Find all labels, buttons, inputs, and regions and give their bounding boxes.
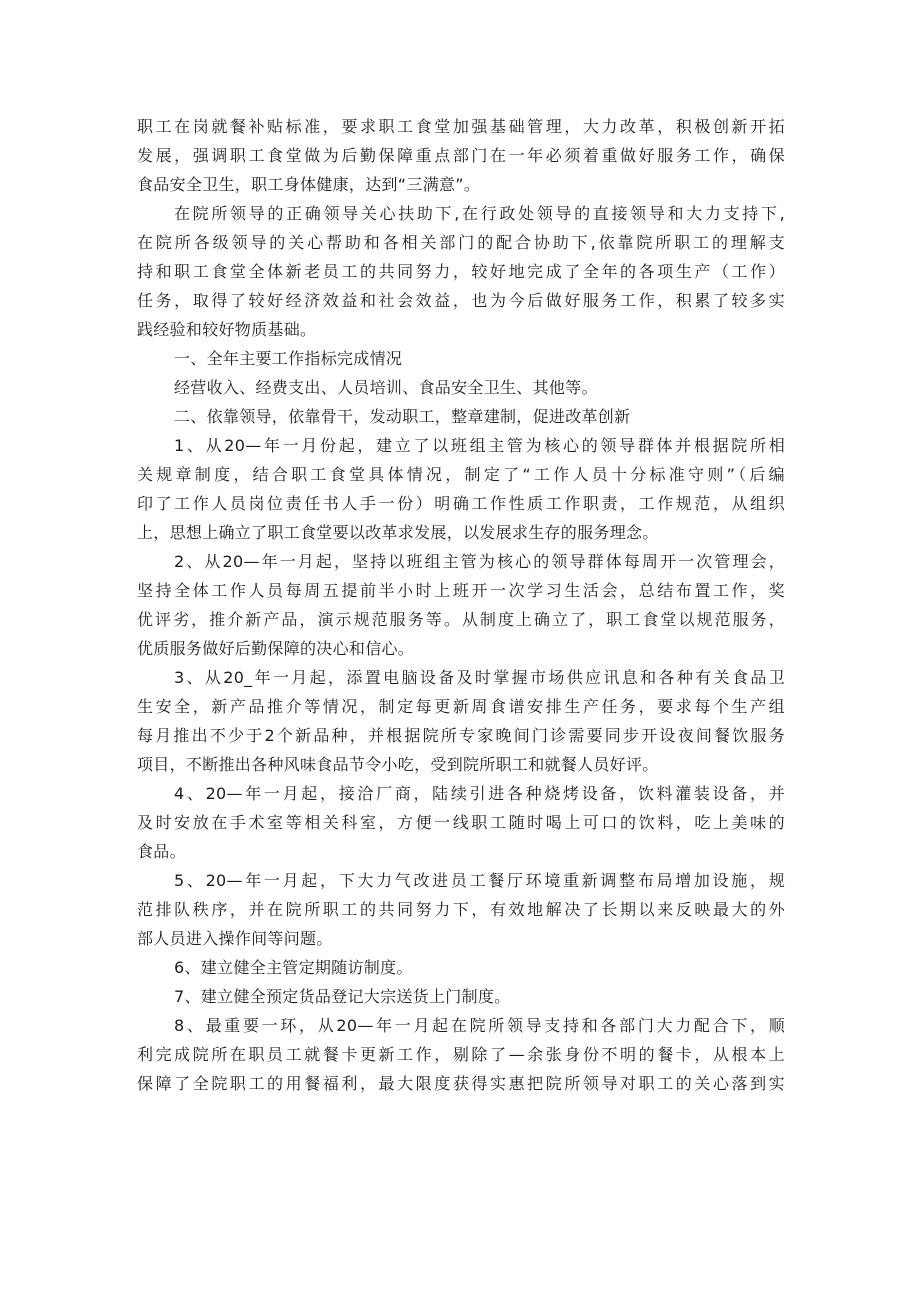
text-line: 项目，不断推出各种风味食品节令小吃，受到院所职工和就餐人员好评。 <box>137 755 659 774</box>
text-line: 1、从20—年一月份起，建立了以班组主管为核心的领导群体并根据院所相 <box>174 436 785 455</box>
text-line: 范排队秩序，并在院所职工的共同努力下，有效地解决了长期以来反映最大的外 <box>137 900 785 919</box>
text-line: 每月推出不少于2个新品种，并根据院所专家晚间门诊需要同步开设夜间餐饮服务 <box>137 726 785 745</box>
text-line: 部人员进入操作间等问题。 <box>137 929 333 948</box>
text-line: 持和职工食堂全体新老员工的共同努力，较好地完成了全年的各项生产（工作） <box>137 262 785 281</box>
text-line: 经营收入、经费支出、人员培训、食品安全卫生、其他等。 <box>174 378 598 397</box>
text-line: 印了工作人员岗位责任书人手一份）明确工作性质工作职责，工作规范，从组织 <box>137 494 785 513</box>
text-line: 生安全，新产品推介等情况，制定每更新周食谱安排生产任务，要求每个生产组 <box>137 697 785 716</box>
text-line: 及时安放在手术室等相关科室，方便一线职工随时喝上可口的饮料，吃上美味的 <box>137 813 785 832</box>
text-line: 一、全年主要工作指标完成情况 <box>174 349 403 368</box>
text-line: 5、20—年一月起，下大力气改进员工餐厅环境重新调整布局增加设施，规 <box>174 871 785 890</box>
text-line: 关规章制度，结合职工食堂具体情况，制定了“工作人员十分标准守则”（后编 <box>137 465 785 484</box>
text-line: 6、建立健全主管定期随访制度。 <box>174 958 413 977</box>
text-line: 在院所各级领导的关心帮助和各相关部门的配合协助下,依靠院所职工的理解支 <box>137 233 785 252</box>
text-line: 任务，取得了较好经济效益和社会效益，也为今后做好服务工作，积累了较多实 <box>137 291 785 310</box>
text-line: 在院所领导的正确领导关心扶助下,在行政处领导的直接领导和大力支持下, <box>174 204 785 223</box>
text-line: 食品。 <box>137 842 186 861</box>
text-line: 职工在岗就餐补贴标准，要求职工食堂加强基础管理，大力改革，积极创新开拓 <box>137 117 785 136</box>
text-line: 优评劣，推介新产品，演示规范服务等。从制度上确立了，职工食堂以规范服务， <box>137 610 785 629</box>
text-line: 践经验和较好物质基础。 <box>137 320 317 339</box>
text-line: 3、从20_年一月起，添置电脑设备及时掌握市场供应讯息和各种有关食品卫 <box>174 668 785 687</box>
text-line: 8、最重要一环，从20—年一月起在院所领导支持和各部门大力配合下，顺 <box>174 1016 785 1035</box>
text-line: 上，思想上确立了职工食堂要以改革求发展，以发展求生存的服务理念。 <box>137 523 659 542</box>
text-line: 优质服务做好后勤保障的决心和信心。 <box>137 639 415 658</box>
text-line: 2、从20—年一月起，坚持以班组主管为核心的领导群体每周开一次管理会， <box>174 552 785 571</box>
text-line: 发展，强调职工食堂做为后勤保障重点部门在一年必须着重做好服务工作，确保 <box>137 146 785 165</box>
text-line: 7、建立健全预定货品登记大宗送货上门制度。 <box>174 987 511 1006</box>
text-line: 二、依靠领导，依靠骨干，发动职工，整章建制，促进改革创新 <box>174 407 631 426</box>
text-line: 保障了全院职工的用餐福利，最大限度获得实惠把院所领导对职工的关心落到实 <box>137 1074 785 1093</box>
text-line: 食品安全卫生，职工身体健康，达到“三满意”。 <box>137 175 481 194</box>
text-line: 利完成院所在职员工就餐卡更新工作，剔除了—余张身份不明的餐卡，从根本上 <box>137 1045 785 1064</box>
document-body <box>137 112 785 1098</box>
text-line: 坚持全体工作人员每周五提前半小时上班开一次学习生活会，总结布置工作，奖 <box>137 581 785 600</box>
text-line: 4、20—年一月起，接洽厂商，陆续引进各种烧烤设备，饮料灌装设备，并 <box>174 784 785 803</box>
